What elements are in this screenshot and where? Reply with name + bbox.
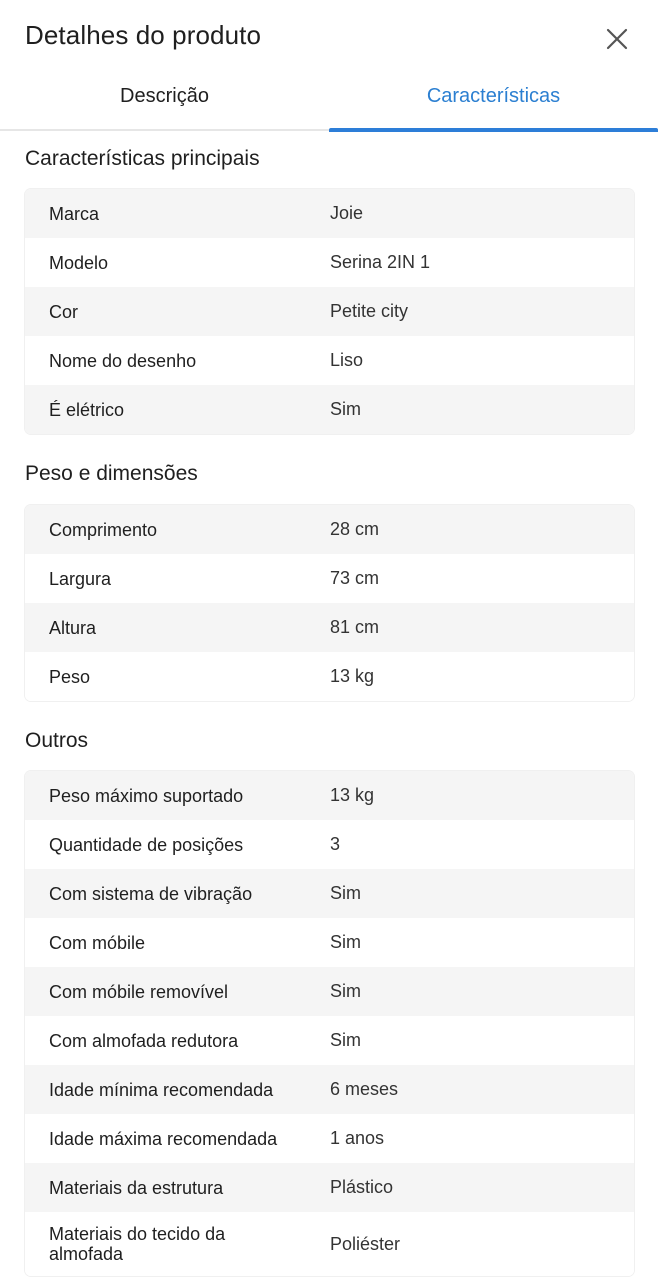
spec-key: Peso máximo suportado (49, 785, 244, 806)
spec-key: Com móbile removível (49, 981, 229, 1002)
spec-table-others (25, 771, 634, 1276)
tab-descricao[interactable]: Descrição (120, 84, 209, 107)
spec-key: Materiais da estrutura (49, 1177, 224, 1198)
spec-key: Altura (49, 617, 97, 638)
spec-value: Sim (330, 883, 361, 903)
section-title-main: Características principais (25, 147, 260, 170)
table-row (25, 1114, 634, 1163)
spec-key: Marca (49, 203, 100, 224)
spec-key: Cor (49, 301, 79, 322)
table-row (25, 1065, 634, 1114)
spec-value: Serina 2IN 1 (330, 252, 431, 272)
section-title-dimensions: Peso e dimensões (25, 462, 198, 485)
modal-title: Detalhes do produto (25, 20, 262, 50)
spec-key: Modelo (49, 252, 109, 273)
table-row (25, 1163, 634, 1212)
spec-value: 13 kg (330, 785, 375, 805)
spec-value: Poliéster (330, 1233, 401, 1254)
spec-value: 73 cm (330, 568, 380, 588)
spec-key: Nome do desenho (49, 350, 197, 371)
table-row (25, 238, 634, 287)
spec-value: 1 anos (330, 1128, 385, 1148)
table-row (25, 918, 634, 967)
table-row (25, 554, 634, 603)
spec-key: Idade máxima recomendada (49, 1128, 278, 1149)
table-row (25, 1016, 634, 1065)
tab-caracteristicas[interactable]: Características (426, 84, 561, 107)
spec-value: Sim (330, 932, 361, 952)
spec-key: Materiais do tecido da almofada (49, 1224, 226, 1264)
table-row (25, 385, 634, 434)
spec-table-dimensions (25, 505, 634, 701)
table-row (25, 1212, 634, 1276)
section-title-others: Outros (25, 729, 89, 752)
active-tab-indicator (329, 128, 658, 132)
spec-key: Com móbile (49, 932, 146, 953)
spec-value: Sim (330, 399, 361, 419)
tab-bar (0, 60, 658, 132)
spec-value: 3 (330, 834, 341, 854)
table-row (25, 869, 634, 918)
spec-key: Largura (49, 568, 112, 589)
spec-key: É elétrico (49, 399, 125, 420)
table-row (25, 336, 634, 385)
spec-value: Joie (330, 203, 364, 223)
spec-key: Idade mínima recomendada (49, 1079, 274, 1100)
spec-value: Sim (330, 981, 361, 1001)
spec-value: 81 cm (330, 617, 380, 637)
table-row (25, 505, 634, 554)
table-row (25, 771, 634, 820)
spec-key: Peso (49, 666, 91, 687)
spec-key: Quantidade de posições (49, 834, 244, 855)
spec-value: Sim (330, 1030, 361, 1050)
spec-value: 6 meses (330, 1079, 399, 1099)
table-row (25, 287, 634, 336)
close-icon[interactable] (600, 22, 634, 56)
spec-value: 13 kg (330, 666, 375, 686)
table-row (25, 967, 634, 1016)
spec-value: 28 cm (330, 519, 380, 539)
table-row (25, 652, 634, 701)
spec-key: Com sistema de vibração (49, 883, 253, 904)
spec-value: Petite city (330, 301, 409, 321)
table-row (25, 189, 634, 238)
table-row (25, 820, 634, 869)
table-row (25, 603, 634, 652)
spec-table-main (25, 189, 634, 434)
spec-key: Comprimento (49, 519, 158, 540)
spec-key: Com almofada redutora (49, 1030, 239, 1051)
spec-value: Liso (330, 350, 364, 370)
spec-value: Plástico (330, 1177, 394, 1197)
